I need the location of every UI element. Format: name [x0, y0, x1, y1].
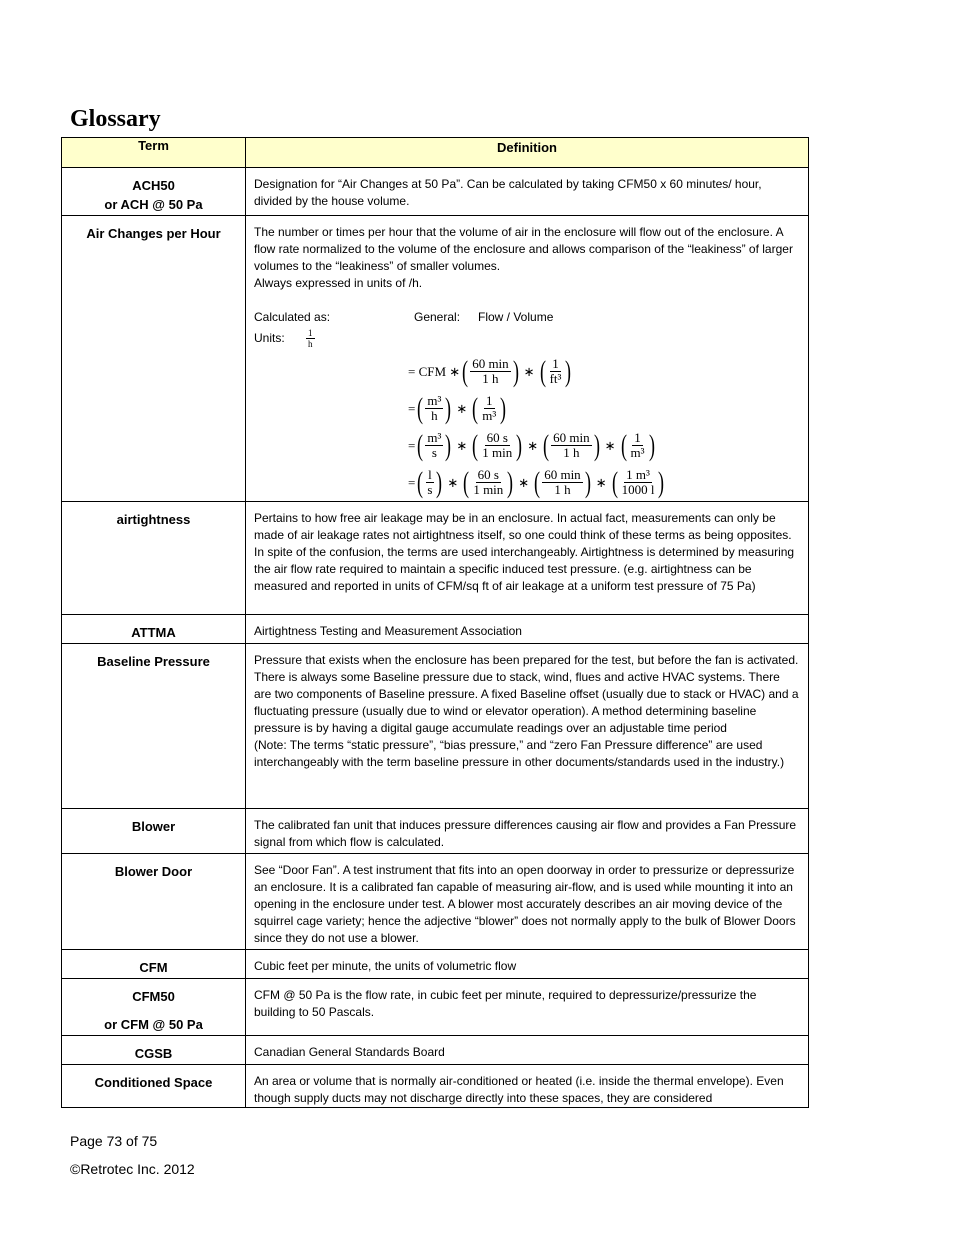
table-row — [62, 1065, 809, 1108]
general-formula: Flow / Volume — [478, 310, 554, 324]
equation-1: = CFM ∗ ( $\frac{60 \min}{1 h}$ ) ∗ ( $\frac{1}{\text{ft³}}$ ) — [408, 354, 572, 388]
term-text: or ACH @ 50 Pa — [104, 197, 203, 212]
definition-text: Pressure that exists when the enclosure has been prepared for the test, but before the fan is activated. There is always some Baseline pressure due to stack, wind, flues and active HVAC systems. There are two components of Baseline pressure. A fixed Baseline offset (usually due to stack or HVAC) and a fluctuating pressure (usually due to wind or elevator operation). A method determining baseline pressure is by having a digital gauge accumulate readings over an adjustable time period — [254, 653, 799, 735]
calc-label: Calculated as: — [254, 310, 331, 324]
units-fraction: $\frac{1}{h}$ — [308, 328, 313, 349]
term-text: ATTMA — [131, 625, 176, 640]
definition-cell: Cubic feet per minute, the units of volumetric flow — [246, 950, 809, 979]
equations — [408, 353, 800, 501]
term-text: Baseline Pressure — [97, 654, 210, 669]
term-cell — [62, 1065, 246, 1108]
term-cell — [62, 979, 246, 1036]
term-text: Air Changes per Hour — [86, 226, 221, 241]
table-row — [62, 1036, 809, 1065]
term-cell — [62, 809, 246, 854]
table-row — [62, 979, 809, 1036]
term-text: airtightness — [116, 512, 191, 527]
table-row — [62, 809, 809, 854]
definition-cell: Designation for “Air Changes at 50 Pa”. Can be calculated by taking CFM50 x 60 minutes/ hour, divided by the house volume. — [246, 168, 809, 216]
table-row — [62, 615, 809, 644]
definition-cell: The calibrated fan unit that induces pressure differences causing air flow and provides a Fan Pressure signal from which flow is calculated. — [246, 809, 809, 854]
definition-cell: An area or volume that is normally air-conditioned or heated (i.e. inside the thermal envelope). Even though supply ducts may not discharge directly into these spaces, they are considered — [246, 1065, 809, 1108]
term-text: CFM — [139, 960, 168, 975]
term-cell — [62, 1036, 246, 1065]
definition-text: (Note: The terms “static pressure”, “bias pressure,” and “zero Fan Pressure difference” are used interchangeably with the term baseline pressure in other documents/standards used in the industry.) — [254, 738, 785, 769]
units-label: Units: — [254, 331, 285, 345]
table-row — [62, 644, 809, 809]
term-cell — [62, 615, 246, 644]
glossary-table — [61, 137, 809, 1108]
definition-cell — [246, 644, 809, 809]
table-row — [62, 950, 809, 979]
term-text: or CFM @ 50 Pa — [104, 1017, 203, 1032]
term-cell — [62, 854, 246, 950]
page-title: Glossary — [70, 106, 161, 132]
term-cell — [62, 502, 246, 615]
term-text: Blower — [131, 819, 176, 834]
general-label: General: — [414, 310, 461, 324]
term-text: CFM50 — [132, 989, 175, 1004]
term-text: Blower Door — [114, 864, 193, 879]
equation-4: = ( $\frac{l}{s}$ ) ∗ ( $\frac{60 s}{1 \min}$ ) ∗ ( $\frac{60 \min}{1 h}$ ) ∗ ( $\frac{\text{1 m³}}{1000 l}$ ) — [408, 465, 665, 499]
table-row — [62, 216, 809, 502]
definition-cell: CFM @ 50 Pa is the flow rate, in cubic feet per minute, required to depressurize/pressurize the building to 50 Pascals. — [246, 979, 809, 1036]
term-text: CGSB — [134, 1046, 173, 1061]
term-cell — [62, 168, 246, 216]
definition-cell: Canadian General Standards Board — [246, 1036, 809, 1065]
table-row — [62, 168, 809, 216]
definition-text: The number or times per hour that the volume of air in the enclosure will flow out of the enclosure. A flow rate normalized to the volume of the enclosure and allows comparison of the “leakiness” of larger volumes to the “leakiness” of smaller volumes. — [254, 225, 793, 273]
term-text: ACH50 — [132, 178, 175, 193]
header-definition: Definition — [246, 138, 809, 168]
definition-cell: Airtightness Testing and Measurement Association — [246, 615, 809, 644]
units-row — [254, 328, 800, 349]
term-cell — [62, 644, 246, 809]
equation-3: = ( $\frac{\text{m³}}{s}$ ) ∗ ( $\frac{60 s}{1 \min}$ ) ∗ ( $\frac{60 \min}{1 h}$ ) ∗ ( $\frac{1}{\text{m³}}$ ) — [408, 428, 655, 462]
definition-cell: Pertains to how free air leakage may be in an enclosure. In actual fact, measurements can only be made of air leakage rates not airtightness itself, so one could think of these terms as being opposites. In spite of the confusion, the terms are used interchangeably. Airtightness is determined by measuring the air flow rate required to maintain a specific induced test pressure. (e.g. airtightness can be measured and reported in units of CFM/sq ft of air leakage at a uniform test pressure of 75 Pa) — [246, 502, 809, 615]
table-row — [62, 854, 809, 950]
table-row — [62, 502, 809, 615]
page-number: Page 73 of 75 — [70, 1133, 158, 1149]
definition-cell — [246, 216, 809, 502]
definition-cell: See “Door Fan”. A test instrument that fits into an open doorway in order to pressurize or depressurize an enclosure. It is a calibrated fan capable of measuring air-flow, and is used while mounting it into an opening in the enclosure under test. A blower most accurately describes an air moving device of the squirrel cage variety; hence the adjective “blower” does not normally apply to the bulk of Blower Doors since they do not use a blower. — [246, 854, 809, 950]
copyright: ©Retrotec Inc. 2012 — [70, 1161, 195, 1177]
header-term: Term — [62, 138, 246, 168]
term-cell — [62, 216, 246, 502]
definition-text: Always expressed in units of /h. — [254, 276, 423, 290]
term-text: Conditioned Space — [94, 1075, 213, 1090]
term-cell — [62, 950, 246, 979]
table-header-row — [62, 138, 809, 168]
equation-2: = ( $\frac{\text{m³}}{h}$ ) ∗ ( $\frac{1}{\text{m³}}$ ) — [408, 391, 507, 425]
calc-row — [254, 309, 800, 326]
